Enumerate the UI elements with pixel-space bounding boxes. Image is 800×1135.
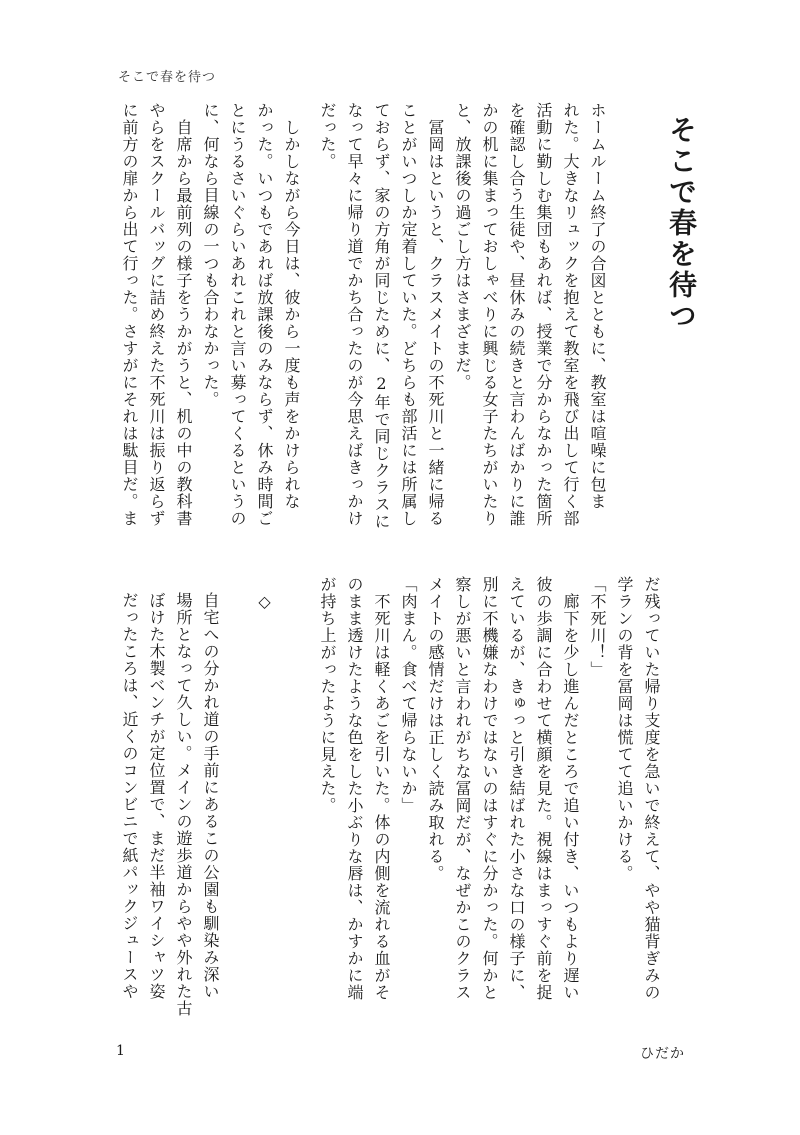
author-name: ひだか xyxy=(640,1046,685,1062)
text-block-upper-left: しかしながら今日は、彼から一度も声をかけられな かった。いつもであれば放課後のみならず、休み時間ご とにうるさいぐらいあれこれと言い募ってくるというの に、何なら目線の一つも合わなかった。 自席から最前列の様子をうかがうと、机の中の教科書 やらをスクールバッグに詰め終えた不死川は振り返らず に前方の扉から出て行った。さすがにそれは駄目だ。ま xyxy=(120,102,301,527)
text-block-upper-right: ホームルーム終了の合図とともに、教室は喧噪に包ま れた。大きなリュックを抱えて教室を飛び出して行く部 活動に勤しむ集団もあれば、授業で分からなかった箇所 を確認し合う生徒や、昼休みの続きと言わんばかりに誰 かの机に集まっておしゃべりに興じる女子たちがいたり と、放課後の過ごし方はさまざまだ。 冨岡はというと、クラスメイトの不死川と一緒に帰る ことがいつしか定着していた。どちらも部活には所属し ておらず、家の方角が同じために、2年で同じクラスに なって早々に帰り道でかち合ったのが今思えばきっかけ だった。 xyxy=(318,102,607,530)
text-block-lower-right: だ残っていた帰り支度を急いで終えて、やや猫背ぎみの 学ランの背を冨岡は慌てて追いかける。 「不死川！」 廊下を少し進んだところで追い付き、いつもより遅い 彼の歩調に合わせて横顔を見た。視線はまっすぐ前を捉 えているが、きゅっと引き結ばれた小さな口の様子に、 別に不機嫌なわけではないのはすぐに分かった。何かと 察しが悪いと言われがちな冨岡だが、なぜかこのクラス メイトの感情だけは正しく読み取れる。 「肉まん。食べて帰らないか」 不死川は軽くあごを引いた。体の内側を流れる血がそ のまま透けたような色をした小ぶりな唇は、かすかに端 が持ち上がったように見えた。 xyxy=(318,576,661,1001)
text-block-lower-left: ◇ 自宅への分かれ道の手前にあるこの公園も馴染み深い 場所となって久しい。メインの遊歩道からやや外れた古 ぼけた木製ベンチが定位置で、まだ半袖ワイシャツ姿 だったころは、近くのコンビニで紙パックジュースや xyxy=(120,592,274,1017)
page-number: 1 xyxy=(116,1043,125,1059)
story-title: そこで春を待つ xyxy=(665,115,698,332)
running-title: そこで春を待つ xyxy=(118,70,217,85)
